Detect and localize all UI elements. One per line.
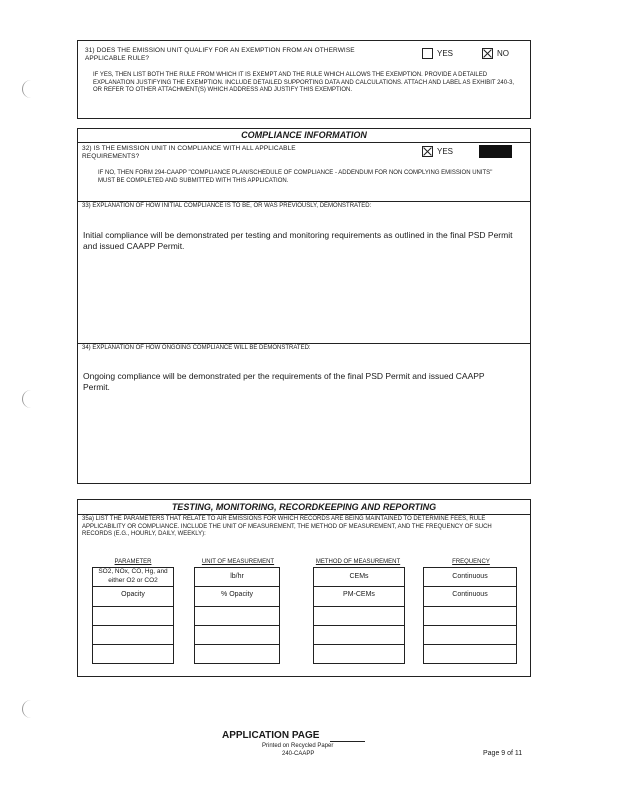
table-row[interactable]: Opacity bbox=[121, 591, 145, 598]
col-method: METHOD OF MEASUREMENT bbox=[315, 559, 401, 565]
table-cell-frequency[interactable]: Continuous bbox=[452, 573, 488, 580]
q31-question: 31) DOES THE EMISSION UNIT QUALIFY FOR AN EXEMPTION FROM AN OTHERWISE APPLICABLE RULE? bbox=[85, 47, 355, 62]
q32-question: 32) IS THE EMISSION UNIT IN COMPLIANCE WITH ALL APPLICABLE REQUIREMENTS? bbox=[82, 145, 296, 160]
q31-yes-label: YES bbox=[437, 49, 454, 58]
table-cell-unit[interactable]: % Opacity bbox=[221, 591, 253, 598]
testing-title: TESTING, MONITORING, RECORDKEEPING AND REPORTING bbox=[171, 502, 437, 512]
compliance-title: COMPLIANCE INFORMATION bbox=[241, 130, 367, 140]
unit-column bbox=[194, 567, 280, 664]
q35-label: 35a) LIST THE PARAMETERS THAT RELATE TO AIR EMISSIONS FOR WHICH RECORDS ARE BEING MAINTAINED TO DETERMINE FEES, RULE APPLICABILITY OR COMPLIANCE. INCLUDE THE UNIT OF MEASUREMENT, THE METHOD OF MEASUREMENT, AND THE FREQUENCY OF SUCH RECORDS (E.G., HOURLY, DAILY, WEEKLY): bbox=[82, 516, 492, 537]
binder-mark-top bbox=[22, 80, 31, 98]
recycled-paper-note: Printed on Recycled Paper bbox=[262, 743, 334, 749]
q31-no-checkbox[interactable] bbox=[482, 48, 493, 59]
form-id: 240-CAAPP bbox=[282, 751, 315, 757]
q34-answer[interactable]: Ongoing compliance will be demonstrated per the requirements of the final PSD Permit and issued CAAPP Permit. bbox=[83, 371, 485, 392]
page-number: Page 9 of 11 bbox=[483, 750, 523, 757]
table-cell-frequency[interactable]: Continuous bbox=[452, 591, 488, 598]
q31-yes-checkbox[interactable] bbox=[422, 48, 433, 59]
q31-no-label: NO bbox=[497, 49, 509, 58]
col-unit: UNIT OF MEASUREMENT bbox=[201, 559, 275, 565]
application-page-label: APPLICATION PAGE bbox=[222, 730, 320, 741]
q32-yes-checkbox[interactable] bbox=[422, 146, 433, 157]
table-cell-method[interactable]: CEMs bbox=[349, 573, 369, 580]
binder-mark-bottom bbox=[22, 700, 31, 718]
compliance-section bbox=[77, 128, 531, 484]
q32-yes-label: YES bbox=[437, 147, 454, 156]
frequency-column bbox=[423, 567, 517, 664]
q31-instruction: IF YES, THEN LIST BOTH THE RULE FROM WHICH IT IS EXEMPT AND THE RULE WHICH ALLOWS THE EXEMPTION. PROVIDE A DETAILED EXPLANATION JUSTIFYING THE EXEMPTION. INCLUDE DETAILED SUPPORTING DATA AND CALCULATIONS. ATTACH AND LABEL AS EXHIBIT 240-3, OR REFER TO OTHER ATTACHMENT(S) WHICH ADDRESS AND JUSTIFY THIS EXEMPTION. bbox=[93, 72, 515, 93]
application-page-blank bbox=[330, 741, 365, 742]
q32-instruction: IF NO, THEN FORM 294-CAAPP "COMPLIANCE PLAN/SCHEDULE OF COMPLIANCE - ADDENDUM FOR NON COMPLYING EMISSION UNITS" MUST BE COMPLETED AND SUBMITTED WITH THIS APPLICATION. bbox=[98, 170, 493, 184]
method-column bbox=[313, 567, 405, 664]
q31-section bbox=[77, 40, 531, 119]
q33-label: 33) EXPLANATION OF HOW INITIAL COMPLIANCE IS TO BE, OR WAS PREVIOUSLY, DEMONSTRATED: bbox=[82, 203, 372, 209]
q33-answer[interactable]: Initial compliance will be demonstrated per testing and monitoring requirements as outlined in the final PSD Permit and issued CAAPP Permit. bbox=[83, 230, 513, 251]
q34-label: 34) EXPLANATION OF HOW ONGOING COMPLIANCE WILL BE DEMONSTRATED: bbox=[82, 345, 311, 351]
testing-section bbox=[77, 499, 531, 677]
col-parameter: PARAMETER bbox=[114, 559, 152, 565]
table-cell-method[interactable]: PM-CEMs bbox=[343, 591, 375, 598]
table-row[interactable]: SO2, NOx, CO, Hg, and either O2 or CO2 bbox=[98, 568, 168, 584]
q32-redaction bbox=[479, 145, 512, 158]
binder-mark-middle bbox=[22, 390, 31, 408]
col-frequency: FREQUENCY bbox=[452, 559, 490, 565]
table-cell-unit[interactable]: lb/hr bbox=[230, 573, 244, 580]
